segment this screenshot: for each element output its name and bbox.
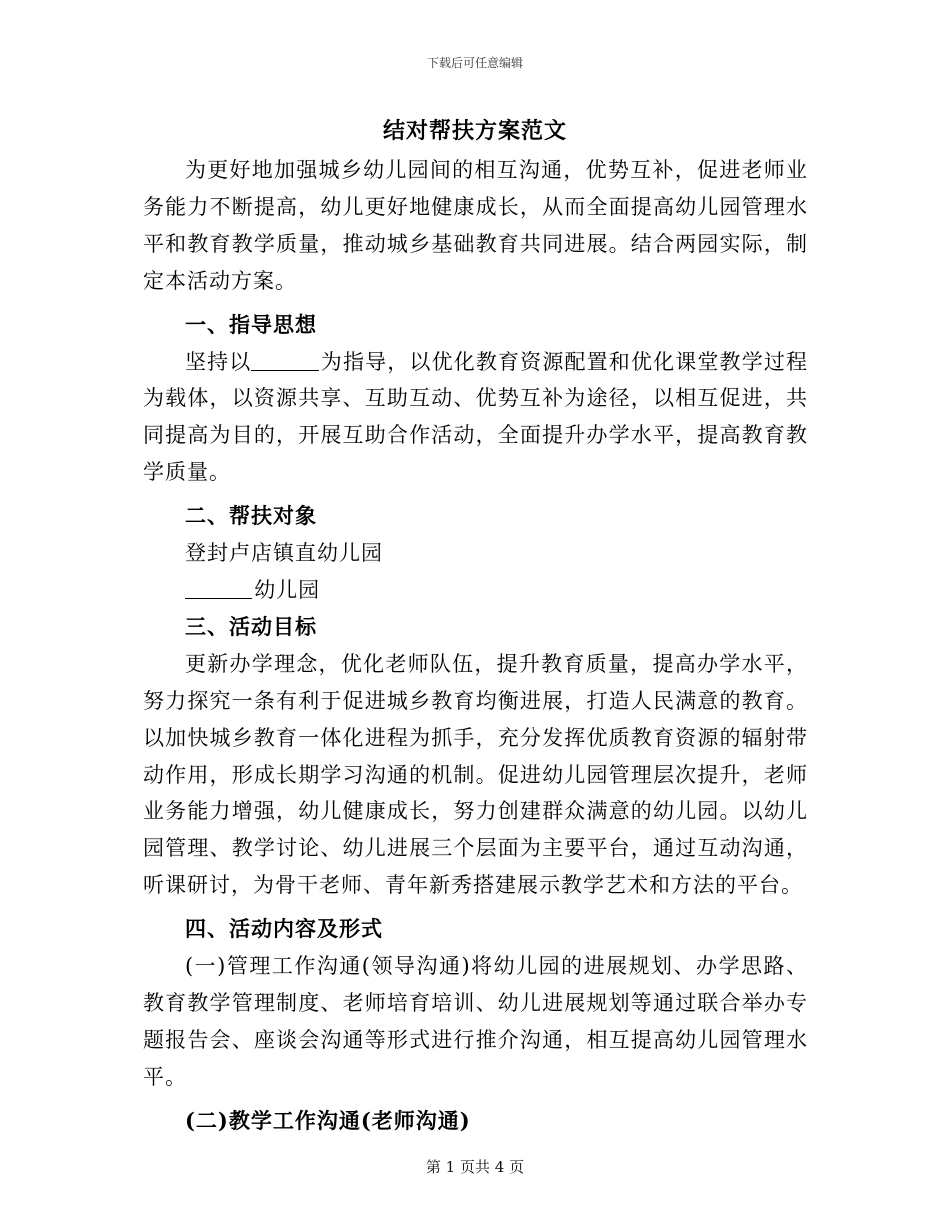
guiding-ideology-text: 为指导，以优化教育资源配置和优化课堂教学过程为载体，以资源共享、互助互动、优势互补为途径，以相互促进，共同提高为目的，开展互助合作活动，全面提升办学水平，提高教育教学质量。 <box>143 349 809 485</box>
page-footer: 第 1 页共 4 页 <box>425 1158 525 1176</box>
fill-blank <box>185 577 252 599</box>
section-heading-activity-goals: 三、活动目标 <box>185 613 317 639</box>
guiding-ideology-paragraph <box>143 344 808 492</box>
section-heading-assistance-targets: 二、帮扶对象 <box>185 503 317 529</box>
subheading-teaching-exchange: (二)教学工作沟通(老师沟通) <box>185 1107 471 1133</box>
section-heading-guiding-ideology: 一、指导思想 <box>185 311 317 337</box>
activity-goals-paragraph: 更新办学理念，优化老师队伍，提升教育质量，提高办学水平，努力探究一条有利于促进城乡教育均衡进展，打造人民满意的教育。以加快城乡教育一体化进程为抓手，充分发挥优质教育资源的辐射带动作用，形成长期学习沟通的机制。促进幼儿园管理层次提升，老师业务能力增强，幼儿健康成长，努力创建群众满意的幼儿园。以幼儿园管理、教学讨论、幼儿进展三个层面为主要平台，通过互动沟通，听课研讨，为骨干老师、青年新秀搭建展示教学艺术和方法的平台。 <box>143 651 808 898</box>
document-title: 结对帮扶方案范文 <box>382 118 567 144</box>
fill-blank <box>251 349 318 371</box>
section-heading-activity-content: 四、活动内容及形式 <box>185 916 383 942</box>
header-note: 下载后可任意编辑 <box>426 56 523 70</box>
assistance-target-2-line <box>143 572 808 609</box>
assistance-target-1: 登封卢店镇直幼儿园 <box>185 541 383 566</box>
management-exchange-paragraph: (一)管理工作沟通(领导沟通)将幼儿园的进展规划、办学思路、教育教学管理制度、老师培育培训、幼儿进展规划等通过联合举办专题报告会、座谈会沟通等形式进行推介沟通，相互提高幼儿园管理水平。 <box>143 954 808 1089</box>
assistance-target-2: 幼儿园 <box>254 577 321 602</box>
guiding-ideology-prefix: 坚持以 <box>185 349 252 374</box>
document-body <box>143 152 808 1140</box>
intro-paragraph: 为更好地加强城乡幼儿园间的相互沟通，优势互补，促进老师业务能力不断提高，幼儿更好地健康成长，从而全面提高幼儿园管理水平和教育教学质量，推动城乡基础教育共同进展。结合两园实际，制定本活动方案。 <box>143 158 808 293</box>
